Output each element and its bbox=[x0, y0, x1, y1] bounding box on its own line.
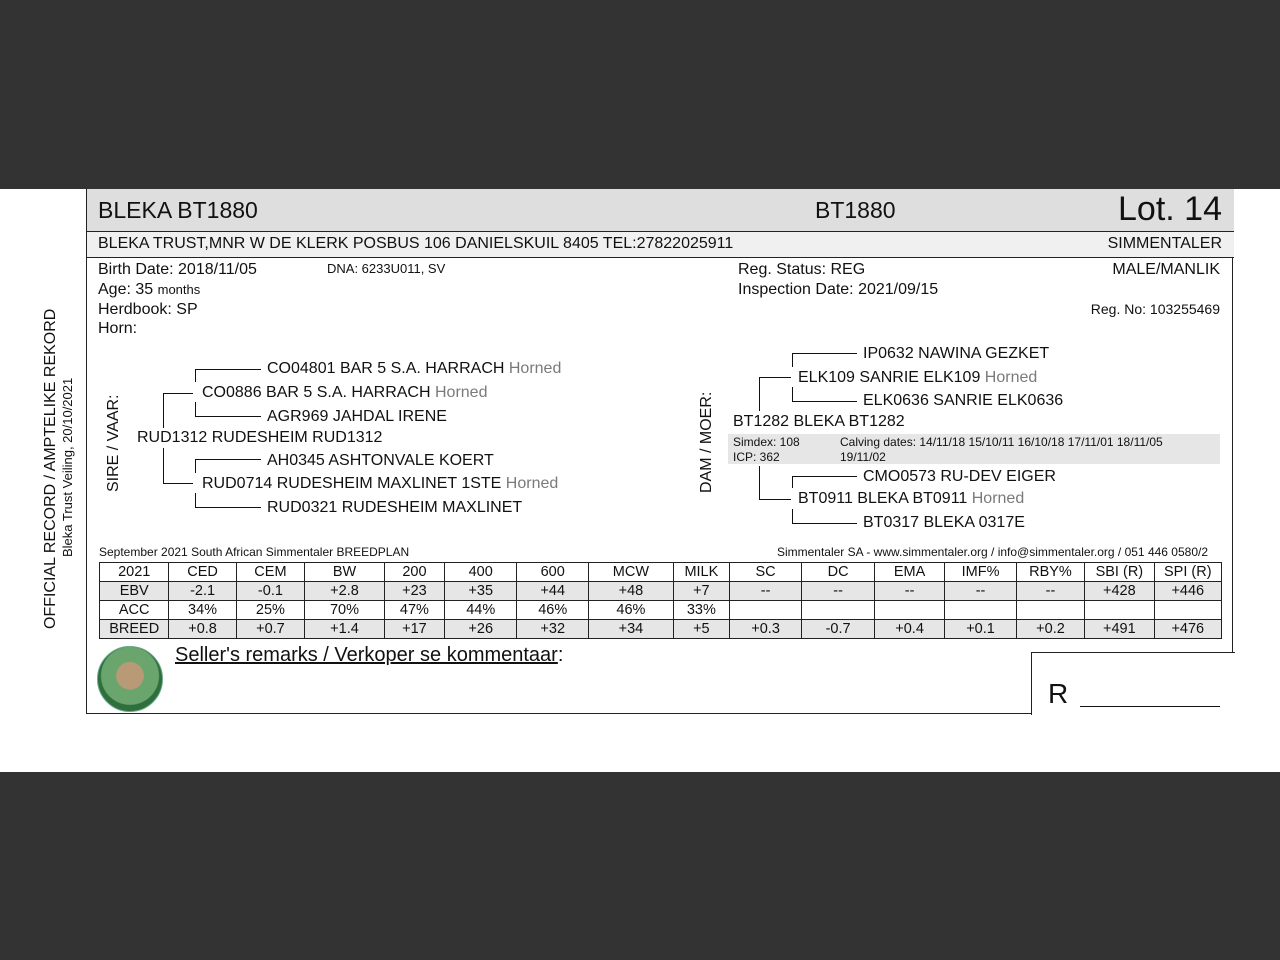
breedplan-cell: +428 bbox=[1085, 582, 1154, 601]
reg-status: Reg. Status: REG bbox=[738, 261, 866, 278]
sex: MALE/MANLIK bbox=[1112, 261, 1220, 278]
breedplan-cell: -- bbox=[945, 582, 1016, 601]
breedplan-cell: +32 bbox=[517, 620, 588, 639]
breedplan-title: September 2021 South African Simmentaler BREEDPLAN bbox=[99, 545, 410, 559]
sire-label: SIRE / VAAR: bbox=[105, 394, 122, 492]
breedplan-row bbox=[100, 582, 1222, 601]
dam-icp: ICP: 362 bbox=[733, 450, 780, 464]
catalogue-page bbox=[0, 189, 1280, 772]
breedplan-cell: MCW bbox=[588, 563, 673, 582]
breedplan-cell: -2.1 bbox=[169, 582, 236, 601]
breedplan-cell: SBI (R) bbox=[1085, 563, 1154, 582]
animal-id: BT1880 bbox=[815, 197, 896, 223]
breedplan-cell: 34% bbox=[169, 601, 236, 620]
sire-name: RUD1312 RUDESHEIM RUD1312 bbox=[137, 429, 383, 446]
breedplan-cell bbox=[1016, 601, 1084, 620]
breedplan-cell: +5 bbox=[673, 620, 729, 639]
sire-connector bbox=[163, 483, 193, 484]
dam-connector bbox=[792, 509, 793, 523]
breedplan-cell: -- bbox=[1016, 582, 1084, 601]
breedplan-cell: -- bbox=[802, 582, 875, 601]
breedplan-row bbox=[100, 620, 1222, 639]
breedplan-cell: +26 bbox=[444, 620, 517, 639]
breedplan-cell: +35 bbox=[444, 582, 517, 601]
breedplan-cell: +491 bbox=[1085, 620, 1154, 639]
breedplan-cell: CEM bbox=[236, 563, 304, 582]
breedplan-cell: BW bbox=[305, 563, 385, 582]
sire-great-granddam-1: AGR969 JAHDAL IRENE bbox=[267, 408, 447, 425]
breedplan-cell: MILK bbox=[673, 563, 729, 582]
dam-great-grandsire-2: CMO0573 RU-DEV EIGER bbox=[863, 468, 1056, 485]
breedplan-cell bbox=[1085, 601, 1154, 620]
sire-grandsire: CO0886 BAR 5 S.A. HARRACH Horned bbox=[202, 384, 488, 401]
dam-calving-dates: Calving dates: 14/11/18 15/10/11 16/10/18 17/11/01 18/11/05 bbox=[840, 435, 1163, 449]
breedplan-cell bbox=[729, 601, 802, 620]
breedplan-cell: +0.3 bbox=[729, 620, 802, 639]
dam-connector bbox=[792, 387, 793, 401]
dam-connector bbox=[792, 523, 857, 524]
breedplan-cell: RBY% bbox=[1016, 563, 1084, 582]
breedplan-table bbox=[99, 562, 1222, 639]
breedplan-cell: +0.7 bbox=[236, 620, 304, 639]
owner-line: BLEKA TRUST,MNR W DE KLERK POSBUS 106 DANIELSKUIL 8405 TEL:27822025911 bbox=[98, 235, 734, 252]
seller-remarks: Seller's remarks / Verkoper se kommentaar: bbox=[175, 644, 564, 666]
price-prefix: R bbox=[1048, 678, 1069, 709]
auction-label: Bleka Trust Veiling, 20/10/2021 bbox=[60, 377, 75, 557]
breedplan-cell: IMF% bbox=[945, 563, 1016, 582]
breedplan-cell: SPI (R) bbox=[1154, 563, 1221, 582]
breedplan-cell: 2021 bbox=[100, 563, 169, 582]
dam-name: BT1282 BLEKA BT1282 bbox=[733, 413, 905, 430]
price-box bbox=[1031, 652, 1235, 715]
dam-connector bbox=[792, 401, 857, 402]
breedplan-cell: BREED bbox=[100, 620, 169, 639]
breedplan-cell: +44 bbox=[517, 582, 588, 601]
sire-connector bbox=[163, 393, 164, 428]
sire-connector bbox=[195, 416, 261, 417]
birth-date: Birth Date: 2018/11/05 bbox=[98, 261, 257, 278]
dam-connector bbox=[759, 377, 791, 378]
sire-great-grandsire-1: CO04801 BAR 5 S.A. HARRACH Horned bbox=[267, 360, 562, 377]
dam-connector bbox=[792, 353, 857, 354]
breedplan-cell: 47% bbox=[384, 601, 444, 620]
dam-label: DAM / MOER: bbox=[698, 391, 715, 493]
breedplan-cell: -- bbox=[874, 582, 944, 601]
dam-great-granddam-2: BT0317 BLEKA 0317E bbox=[863, 514, 1025, 531]
breedplan-cell: 400 bbox=[444, 563, 517, 582]
breedplan-cell: ACC bbox=[100, 601, 169, 620]
breedplan-cell: 25% bbox=[236, 601, 304, 620]
simmentaler-logo bbox=[97, 646, 163, 712]
breedplan-cell: +23 bbox=[384, 582, 444, 601]
breedplan-cell: SC bbox=[729, 563, 802, 582]
breed: SIMMENTALER bbox=[1107, 235, 1222, 252]
breedplan-cell: +48 bbox=[588, 582, 673, 601]
dam-connector bbox=[759, 499, 791, 500]
breedplan-cell bbox=[945, 601, 1016, 620]
dam-connector bbox=[792, 353, 793, 367]
breedplan-cell: 46% bbox=[517, 601, 588, 620]
breedplan-row bbox=[100, 601, 1222, 620]
breedplan-cell bbox=[874, 601, 944, 620]
breedplan-cell: +446 bbox=[1154, 582, 1221, 601]
dam-great-granddam-1: ELK0636 SANRIE ELK0636 bbox=[863, 392, 1064, 409]
lot-card bbox=[86, 189, 1233, 714]
breedplan-contact: Simmentaler SA - www.simmentaler.org / info@simmentaler.org / 051 446 0580/2 bbox=[776, 545, 1208, 559]
sire-connector bbox=[195, 369, 261, 370]
breedplan-cell: 44% bbox=[444, 601, 517, 620]
reg-number: Reg. No: 103255469 bbox=[1090, 301, 1220, 317]
inspection-date: Inspection Date: 2021/09/15 bbox=[738, 281, 939, 298]
breedplan-cell bbox=[1154, 601, 1221, 620]
breedplan-cell: DC bbox=[802, 563, 875, 582]
breedplan-cell: +17 bbox=[384, 620, 444, 639]
dam-grandsire: ELK109 SANRIE ELK109 Horned bbox=[798, 369, 1038, 386]
breedplan-cell: -0.7 bbox=[802, 620, 875, 639]
herdbook: Herdbook: SP bbox=[98, 301, 198, 318]
breedplan-cell: 33% bbox=[673, 601, 729, 620]
sire-connector bbox=[195, 459, 196, 473]
official-record-label: OFFICIAL RECORD / AMPTELIKE REKORD bbox=[42, 308, 59, 629]
animal-name: BLEKA BT1880 bbox=[98, 197, 258, 223]
breedplan-cell: 70% bbox=[305, 601, 385, 620]
breedplan-cell: +0.4 bbox=[874, 620, 944, 639]
breedplan-cell: 600 bbox=[517, 563, 588, 582]
sire-connector bbox=[195, 369, 196, 382]
dam-connector bbox=[759, 377, 760, 411]
breedplan-cell: +1.4 bbox=[305, 620, 385, 639]
sire-great-grandsire-2: AH0345 ASHTONVALE KOERT bbox=[267, 452, 494, 469]
sire-connector bbox=[163, 393, 193, 394]
dam-connector bbox=[792, 476, 793, 488]
breedplan-cell: EMA bbox=[874, 563, 944, 582]
dam-connector bbox=[759, 466, 760, 499]
breedplan-cell: +2.8 bbox=[305, 582, 385, 601]
breedplan-cell: +0.1 bbox=[945, 620, 1016, 639]
sire-connector bbox=[195, 507, 261, 508]
breedplan-cell: 46% bbox=[588, 601, 673, 620]
lot-number: Lot. 14 bbox=[1118, 190, 1222, 228]
breedplan-row bbox=[100, 563, 1222, 582]
breedplan-cell: +0.8 bbox=[169, 620, 236, 639]
dna-info: DNA: 6233U011, SV bbox=[327, 261, 446, 276]
price-line[interactable] bbox=[1080, 706, 1220, 707]
breedplan-cell: -0.1 bbox=[236, 582, 304, 601]
sire-connector bbox=[195, 459, 261, 460]
breedplan-cell: 200 bbox=[384, 563, 444, 582]
dam-calving-dates-cont: 19/11/02 bbox=[840, 450, 886, 464]
breedplan-cell: EBV bbox=[100, 582, 169, 601]
breedplan-cell: -- bbox=[729, 582, 802, 601]
dam-connector bbox=[792, 476, 857, 477]
sire-great-granddam-2: RUD0321 RUDESHEIM MAXLINET bbox=[267, 499, 523, 516]
sire-connector bbox=[195, 402, 196, 416]
dam-simdex: Simdex: 108 bbox=[733, 435, 800, 449]
dam-great-grandsire-1: IP0632 NAWINA GEZKET bbox=[863, 345, 1050, 362]
sire-connector bbox=[195, 493, 196, 507]
horn-status: Horn: bbox=[98, 320, 138, 337]
owner-bar bbox=[87, 232, 1234, 258]
age: Age: 35 months bbox=[98, 281, 201, 298]
breedplan-cell bbox=[802, 601, 875, 620]
sire-connector bbox=[163, 448, 164, 483]
card-header bbox=[87, 189, 1234, 232]
breedplan-cell: +34 bbox=[588, 620, 673, 639]
breedplan-cell: +7 bbox=[673, 582, 729, 601]
breedplan-cell: +476 bbox=[1154, 620, 1221, 639]
dam-granddam: BT0911 BLEKA BT0911 Horned bbox=[798, 490, 1025, 507]
sire-granddam: RUD0714 RUDESHEIM MAXLINET 1STE Horned bbox=[202, 475, 559, 492]
breedplan-cell: +0.2 bbox=[1016, 620, 1084, 639]
breedplan-cell: CED bbox=[169, 563, 236, 582]
